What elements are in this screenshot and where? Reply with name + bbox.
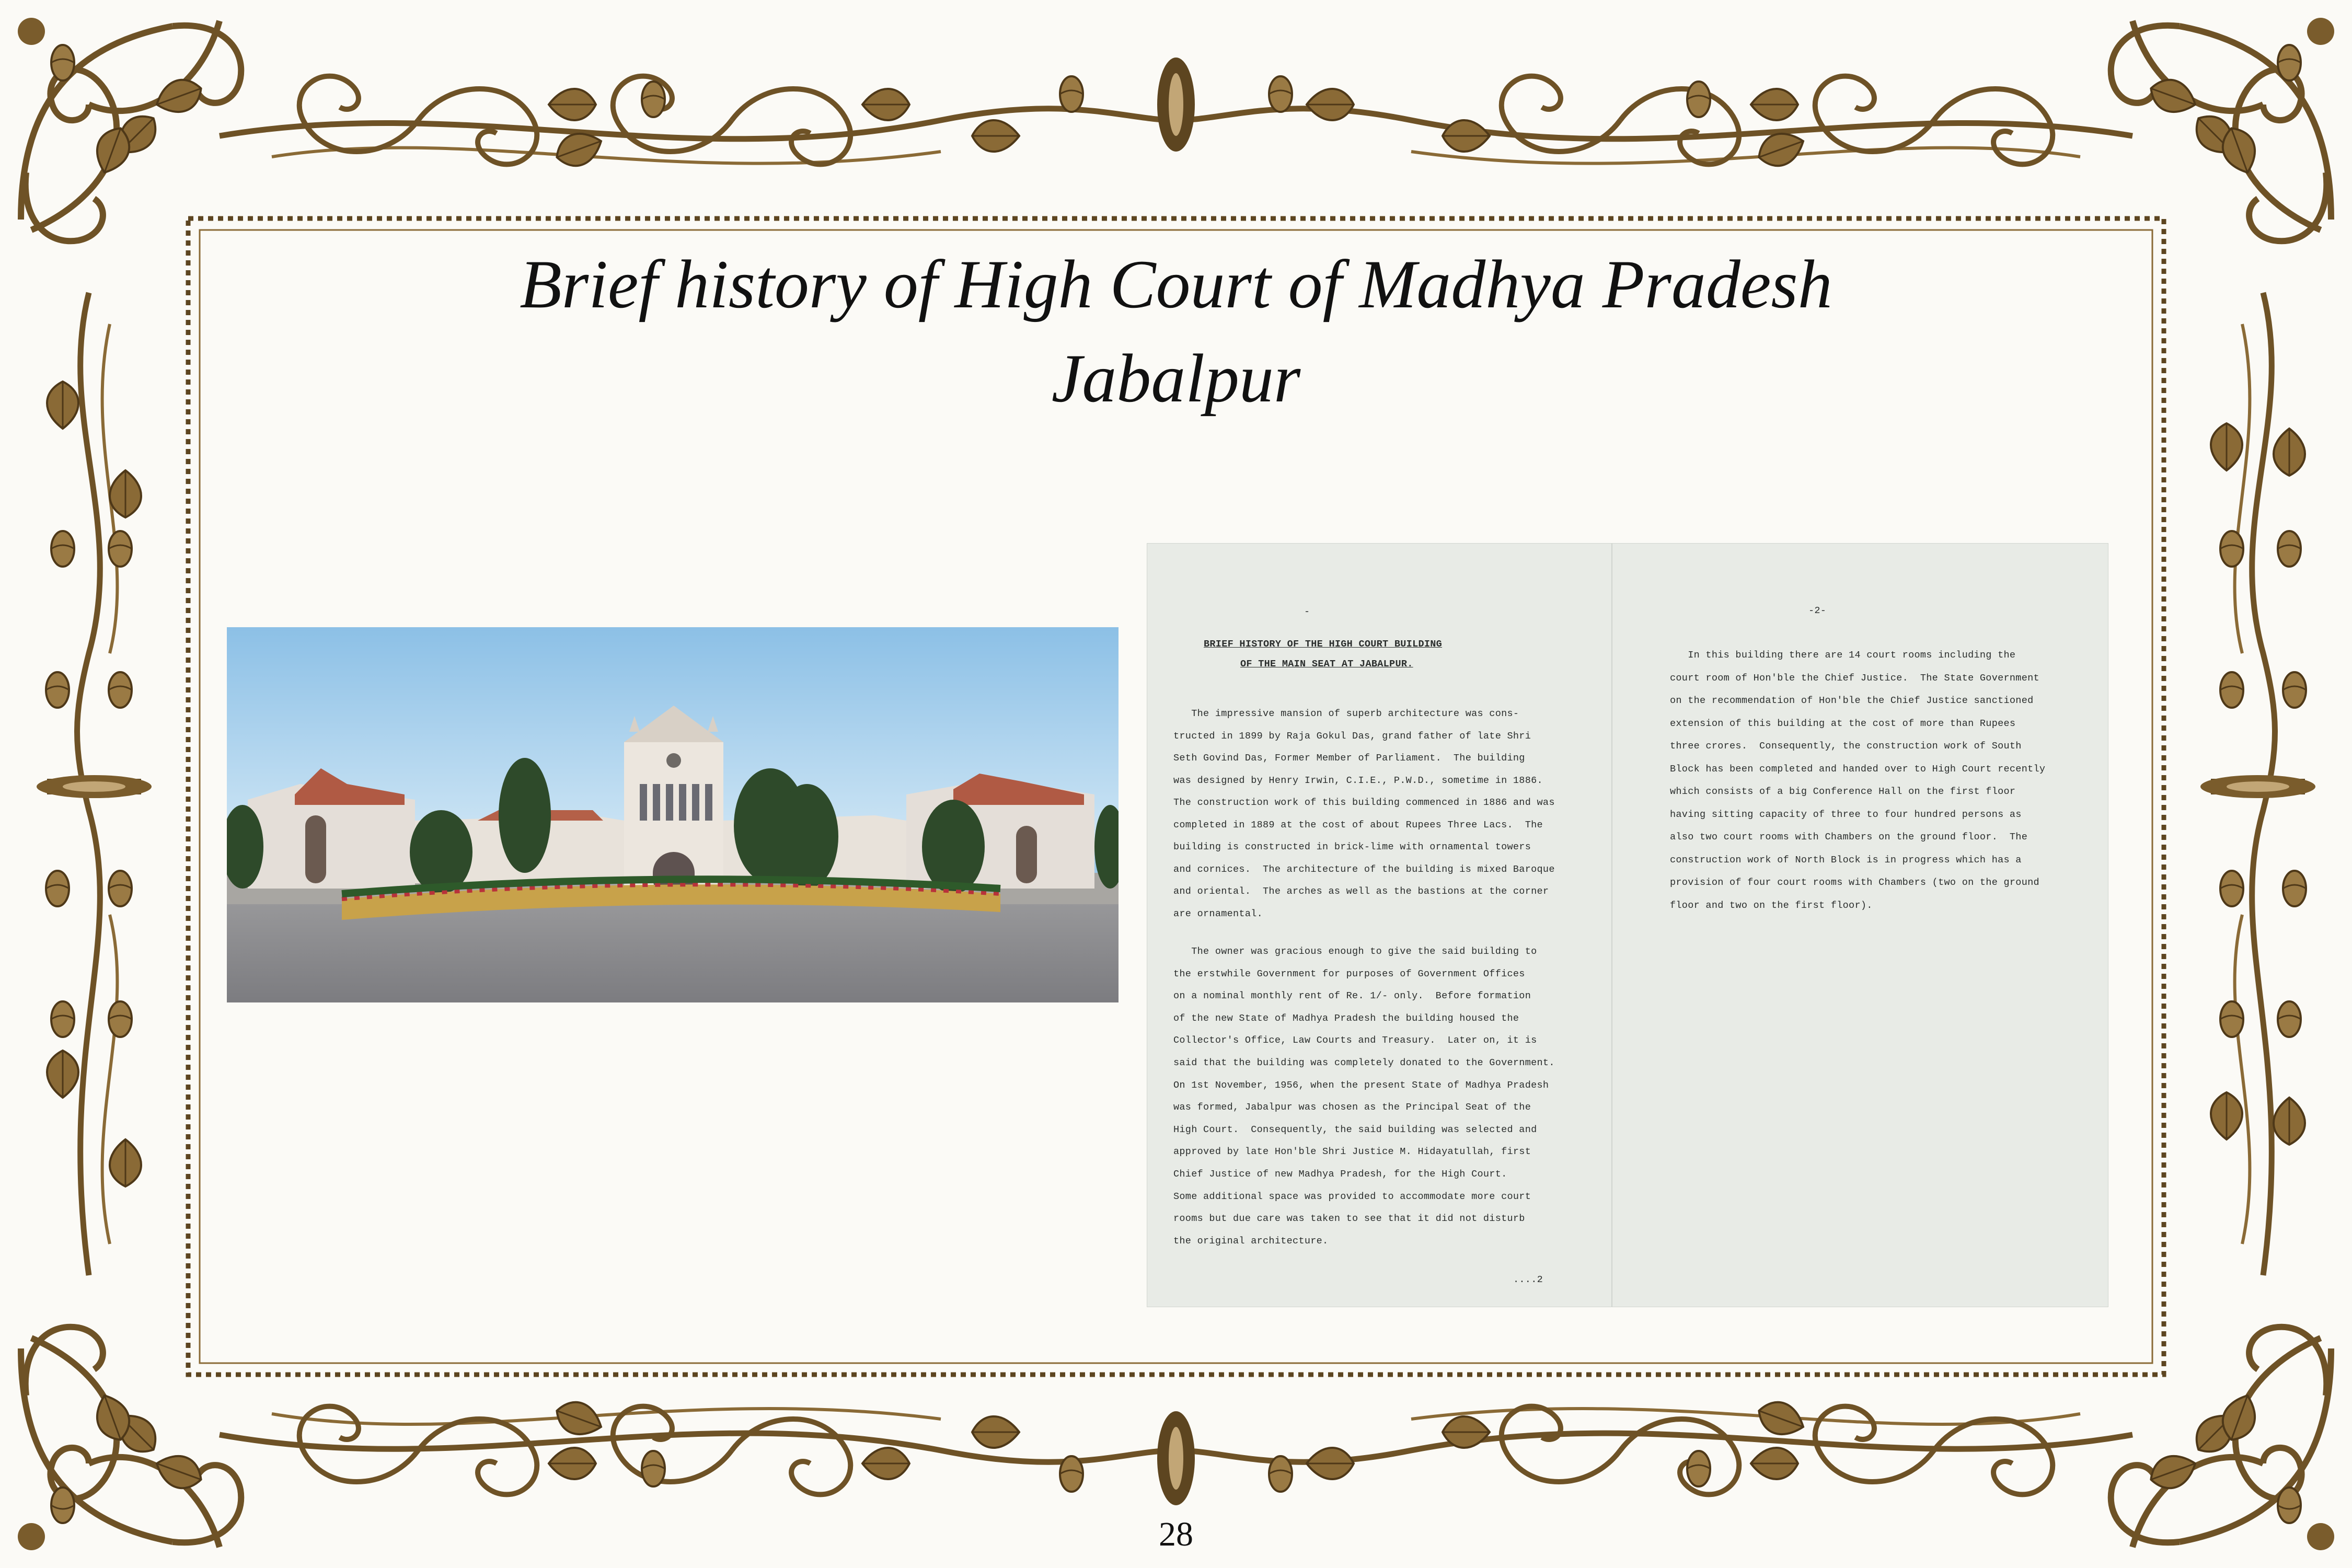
document-line: are ornamental. <box>1173 908 1263 919</box>
document-paragraph-3 <box>1670 644 2045 917</box>
scanned-history-document <box>1147 544 2108 1307</box>
page-title-line2: Jabalpur <box>1051 340 1301 417</box>
document-line: extension of this building at the cost of more than Rupees <box>1670 718 2016 729</box>
document-line: completed in 1889 at the cost of about Rupees Three Lacs. The <box>1173 819 1543 831</box>
document-line: High Court. Consequently, the said building was selected and <box>1173 1124 1537 1135</box>
document-line: construction work of North Block is in progress which has a <box>1670 854 2022 866</box>
document-line: having sitting capacity of three to four hundred persons as <box>1670 809 2022 820</box>
document-line: Chief Justice of new Madhya Pradesh, for the High Court. <box>1173 1168 1507 1180</box>
document-line: building is constructed in brick-lime with ornamental towers <box>1173 841 1531 852</box>
document-line: on the recommendation of Hon'ble the Chief Justice sanctioned <box>1670 695 2034 706</box>
document-line: Seth Govind Das, Former Member of Parliament. The building <box>1173 753 1525 764</box>
continuation-mark: ....2 <box>1513 1274 1543 1285</box>
document-line: court room of Hon'ble the Chief Justice. The State Government <box>1670 672 2039 684</box>
document-line: said that the building was completely donated to the Government. <box>1173 1057 1555 1068</box>
document-line: the erstwhile Government for purposes of Government Offices <box>1173 968 1525 979</box>
document-line: In this building there are 14 court rooms including the <box>1670 650 2016 661</box>
document-line: also two court rooms with Chambers on the ground floor. The <box>1670 832 2028 843</box>
document-line: tructed in 1899 by Raja Gokul Das, grand father of late Shri <box>1173 730 1531 742</box>
document-page-2 <box>1612 544 2108 1307</box>
document-heading-line2: OF THE MAIN SEAT AT JABALPUR. <box>1240 659 1413 670</box>
high-court-building-photo <box>227 627 1119 1002</box>
document-line: On 1st November, 1956, when the present State of Madhya Pradesh <box>1173 1079 1549 1091</box>
document-line: on a nominal monthly rent of Re. 1/- only. Before formation <box>1173 990 1531 1002</box>
top-mark: - <box>1304 606 1310 617</box>
document-line: Collector's Office, Law Courts and Treasury. Later on, it is <box>1173 1035 1537 1046</box>
document-paragraph-1 <box>1173 703 1555 925</box>
document-page-1 <box>1147 544 1611 1307</box>
document-line: The owner was gracious enough to give the said building to <box>1173 946 1537 957</box>
document-heading-line1: BRIEF HISTORY OF THE HIGH COURT BUILDING <box>1204 639 1443 650</box>
page-marker: -2- <box>1808 605 1827 616</box>
document-line: of the new State of Madhya Pradesh the building housed the <box>1173 1012 1519 1024</box>
document-line: floor and two on the first floor). <box>1670 900 1873 911</box>
document-line: was formed, Jabalpur was chosen as the Principal Seat of the <box>1173 1102 1531 1113</box>
document-line: Block has been completed and handed over to High Court recently <box>1670 763 2046 775</box>
document-line: which consists of a big Conference Hall on the first floor <box>1670 786 2016 797</box>
document-line: Some additional space was provided to accommodate more court <box>1173 1191 1531 1202</box>
document-line: approved by late Hon'ble Shri Justice M. Hidayatullah, first <box>1173 1146 1531 1158</box>
document-line: was designed by Henry Irwin, C.I.E., P.W.D., sometime in 1886. <box>1173 775 1543 786</box>
document-line: and oriental. The arches as well as the bastions at the corner <box>1173 886 1549 897</box>
document-line: The construction work of this building commenced in 1886 and was <box>1173 797 1555 808</box>
document-line: and cornices. The architecture of the building is mixed Baroque <box>1173 863 1555 875</box>
document-line: the original architecture. <box>1173 1235 1329 1247</box>
document-paragraph-2 <box>1173 941 1555 1252</box>
document-line: provision of four court rooms with Chambers (two on the ground <box>1670 877 2039 888</box>
document-line: The impressive mansion of superb architecture was cons- <box>1173 708 1519 719</box>
document-line: rooms but due care was taken to see that it did not disturb <box>1173 1213 1525 1225</box>
document-line: three crores. Consequently, the construction work of South <box>1670 741 2022 752</box>
page-number: 28 <box>1159 1515 1193 1553</box>
page-title-line1: Brief history of High Court of Madhya Pradesh <box>520 246 1832 322</box>
